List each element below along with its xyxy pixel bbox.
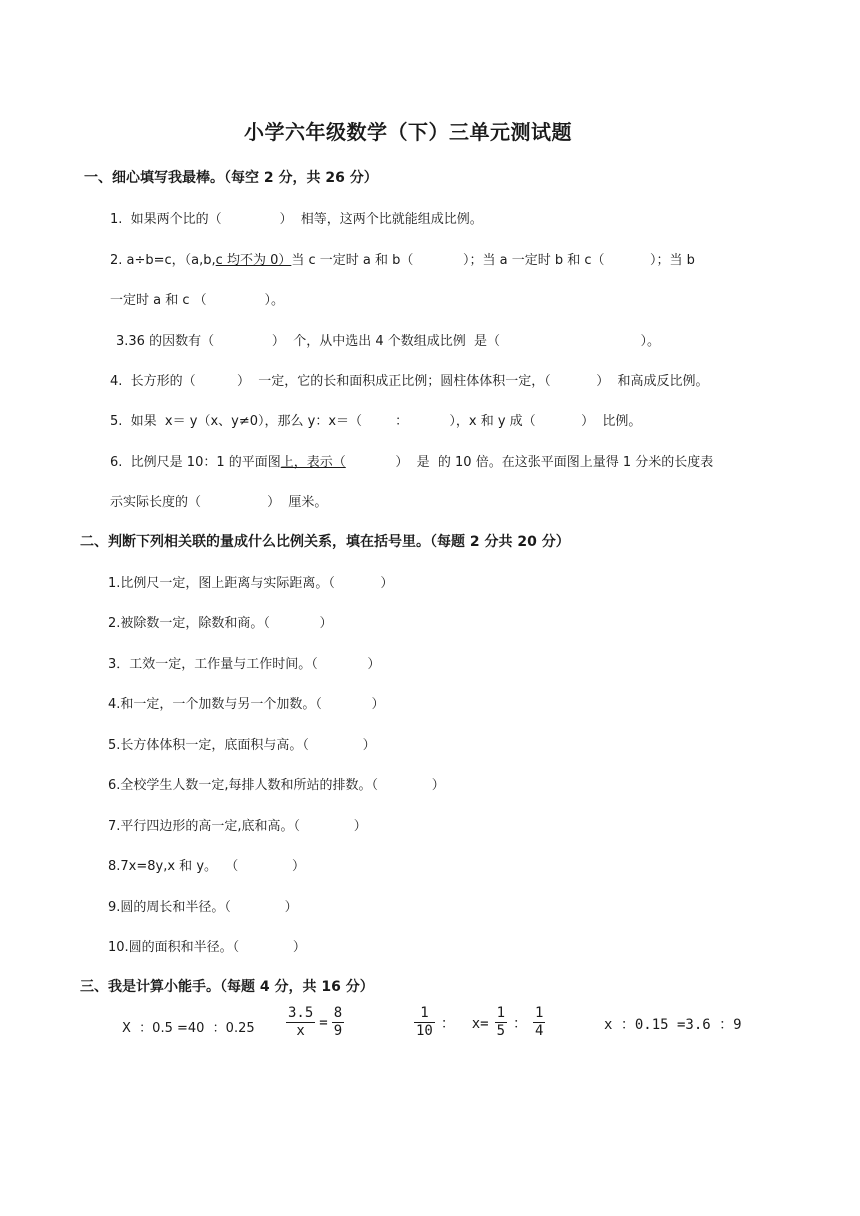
judge-item: 9.圆的周长和半径。（ ）	[108, 900, 298, 915]
numerator: 8	[333, 1005, 343, 1021]
question-6-line2: 示实际长度的（ ） 厘米。	[110, 495, 328, 510]
numerator: 3.5	[288, 1005, 314, 1021]
page-title: 小学六年级数学（下）三单元测试题	[244, 120, 572, 144]
numerator: 1	[496, 1005, 506, 1021]
equals-sign: =	[319, 1014, 328, 1031]
judge-item: 8.7x=8y,x 和 y。 （ ）	[108, 859, 305, 874]
denominator: 4	[535, 1023, 544, 1039]
denominator: 9	[333, 1023, 343, 1039]
denominator: 5	[496, 1023, 506, 1039]
question-6-part-a: 6. 比例尺是 10：1 的平面图	[110, 455, 281, 470]
equation-1: X ：0.5 =40 ：0.25	[122, 1021, 255, 1036]
question-2	[110, 249, 695, 268]
question-4: 4. 长方形的（ ） 一定，它的长和面积成正比例；圆柱体体积一定，（ ） 和高成反比例。	[110, 374, 709, 389]
fraction-1	[414, 1006, 435, 1039]
denominator: x	[296, 1023, 305, 1039]
question-1: 1. 如果两个比的（ ） 相等，这两个比就能组成比例。	[110, 212, 483, 227]
judge-item: 6.全校学生人数一定,每排人数和所站的排数。（ ）	[108, 778, 445, 793]
judge-item: 4.和一定，一个加数与另一个加数。（ ）	[108, 697, 385, 712]
question-6-underlined: 上，表示（	[280, 455, 346, 470]
denominator: 10	[416, 1023, 433, 1039]
fraction-2	[495, 1006, 507, 1039]
fraction-right	[332, 1006, 344, 1039]
fraction-left	[286, 1006, 315, 1039]
question-2-part-a: 2. a÷b=c，（a,b,	[110, 253, 216, 268]
judge-item: 1.比例尺一定，图上距离与实际距离。（ ）	[108, 576, 394, 591]
ratio-colon: ：	[513, 1015, 528, 1032]
question-2-underlined: c 均不为 0）	[215, 253, 292, 268]
section3-heading: 三、我是计算小能手。（每题 4 分，共 16 分）	[80, 979, 374, 995]
judge-item: 3．工效一定，工作量与工作时间。（ ）	[108, 657, 381, 672]
section1-heading: 一、细心填写我最棒。（每空 2 分，共 26 分）	[84, 170, 378, 186]
section2-heading: 二、判断下列相关联的量成什么比例关系，填在括号里。（每题 2 分共 20 分）	[80, 534, 570, 550]
equation-4: x ：0.15 =3.6 ：9	[604, 1017, 742, 1033]
question-3: 3.36 的因数有（ ） 个，从中选出 4 个数组成比例 是（ ）。	[116, 334, 660, 349]
fraction-3	[533, 1006, 545, 1039]
equation-3-middle: ： x=	[440, 1015, 489, 1032]
judge-item: 10.圆的面积和半径。（ ）	[108, 940, 306, 955]
judge-item: 5.长方体体积一定，底面积与高。（ ）	[108, 738, 376, 753]
question-6-part-b: ） 是 的 10 倍。在这张平面图上量得 1 分米的长度表	[345, 455, 714, 470]
question-6	[110, 451, 713, 470]
equation-3	[414, 1006, 545, 1039]
question-2-line2: 一定时 a 和 c （ ）。	[110, 293, 284, 308]
equation-2	[286, 1006, 344, 1039]
numerator: 1	[420, 1005, 429, 1021]
question-5: 5. 如果 x＝ y（x、y≠0），那么 y：x＝（ ： ），x 和 y 成（ ） 比例。	[110, 414, 642, 429]
question-2-part-b: 当 c 一定时 a 和 b（ ）；当 a 一定时 b 和 c（ ）；当 b	[291, 253, 695, 268]
judge-item: 2.被除数一定，除数和商。（ ）	[108, 616, 333, 631]
judge-item: 7.平行四边形的高一定,底和高。（ ）	[108, 819, 367, 834]
numerator: 1	[535, 1005, 544, 1021]
